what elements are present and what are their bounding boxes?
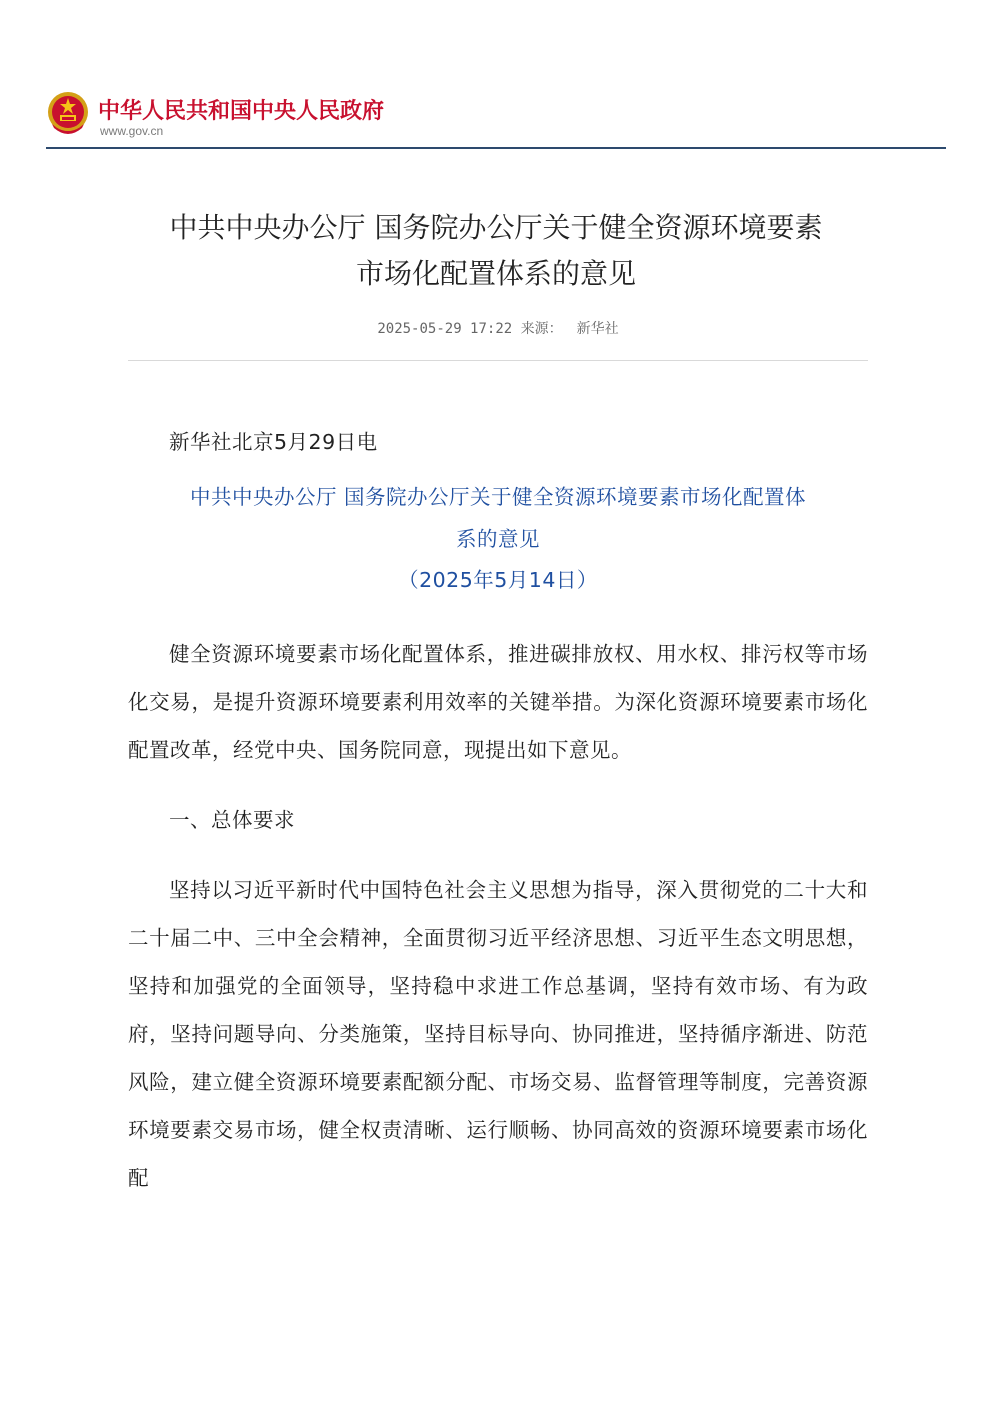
header-divider	[46, 147, 946, 149]
article-title	[120, 205, 872, 297]
publish-datetime: 2025-05-29 17:22	[377, 321, 513, 337]
section-heading: 一、总体要求	[169, 808, 295, 832]
document-title	[128, 476, 868, 560]
site-url[interactable]: www.gov.cn	[100, 124, 164, 138]
article-title-line2: 市场化配置体系的意见	[355, 257, 636, 290]
source-value: 新华社	[576, 321, 619, 337]
article-body	[128, 418, 868, 1202]
article-meta	[128, 318, 868, 338]
meta-divider	[128, 360, 868, 361]
dateline: 新华社北京5月29日电	[169, 430, 378, 454]
document-title-line1: 中共中央办公厅 国务院办公厅关于健全资源环境要素市场化配置体	[189, 485, 806, 509]
document-date: （2025年5月14日）	[398, 568, 598, 592]
paragraph-general-requirements: 坚持以习近平新时代中国特色社会主义思想为指导，深入贯彻党的二十大和二十届二中、三中全会精神，全面贯彻习近平经济思想、习近平生态文明思想，坚持和加强党的全面领导，坚持稳中求进工作总基调，坚持有效市场、有为政府，坚持问题导向、分类施策，坚持目标导向、协同推进，坚持循序渐进、防范风险，建立健全资源环境要素配额分配、市场交易、监督管理等制度，完善资源环境要素交易市场，健全权责清晰、运行顺畅、协同高效的资源环境要素市场化配	[128, 878, 868, 1190]
site-name[interactable]: 中华人民共和国中央人民政府	[98, 99, 385, 124]
paragraph-intro: 健全资源环境要素市场化配置体系，推进碳排放权、用水权、排污权等市场化交易，是提升资源环境要素利用效率的关键举措。为深化资源环境要素市场化配置改革，经党中央、国务院同意，现提出如下意见。	[128, 642, 868, 762]
site-header	[46, 88, 946, 150]
document-title-line2: 系的意见	[456, 527, 540, 551]
article-title-line1: 中共中央办公厅 国务院办公厅关于健全资源环境要素	[169, 211, 823, 244]
source-label: 来源：	[520, 321, 563, 337]
national-emblem-icon[interactable]	[46, 90, 90, 138]
